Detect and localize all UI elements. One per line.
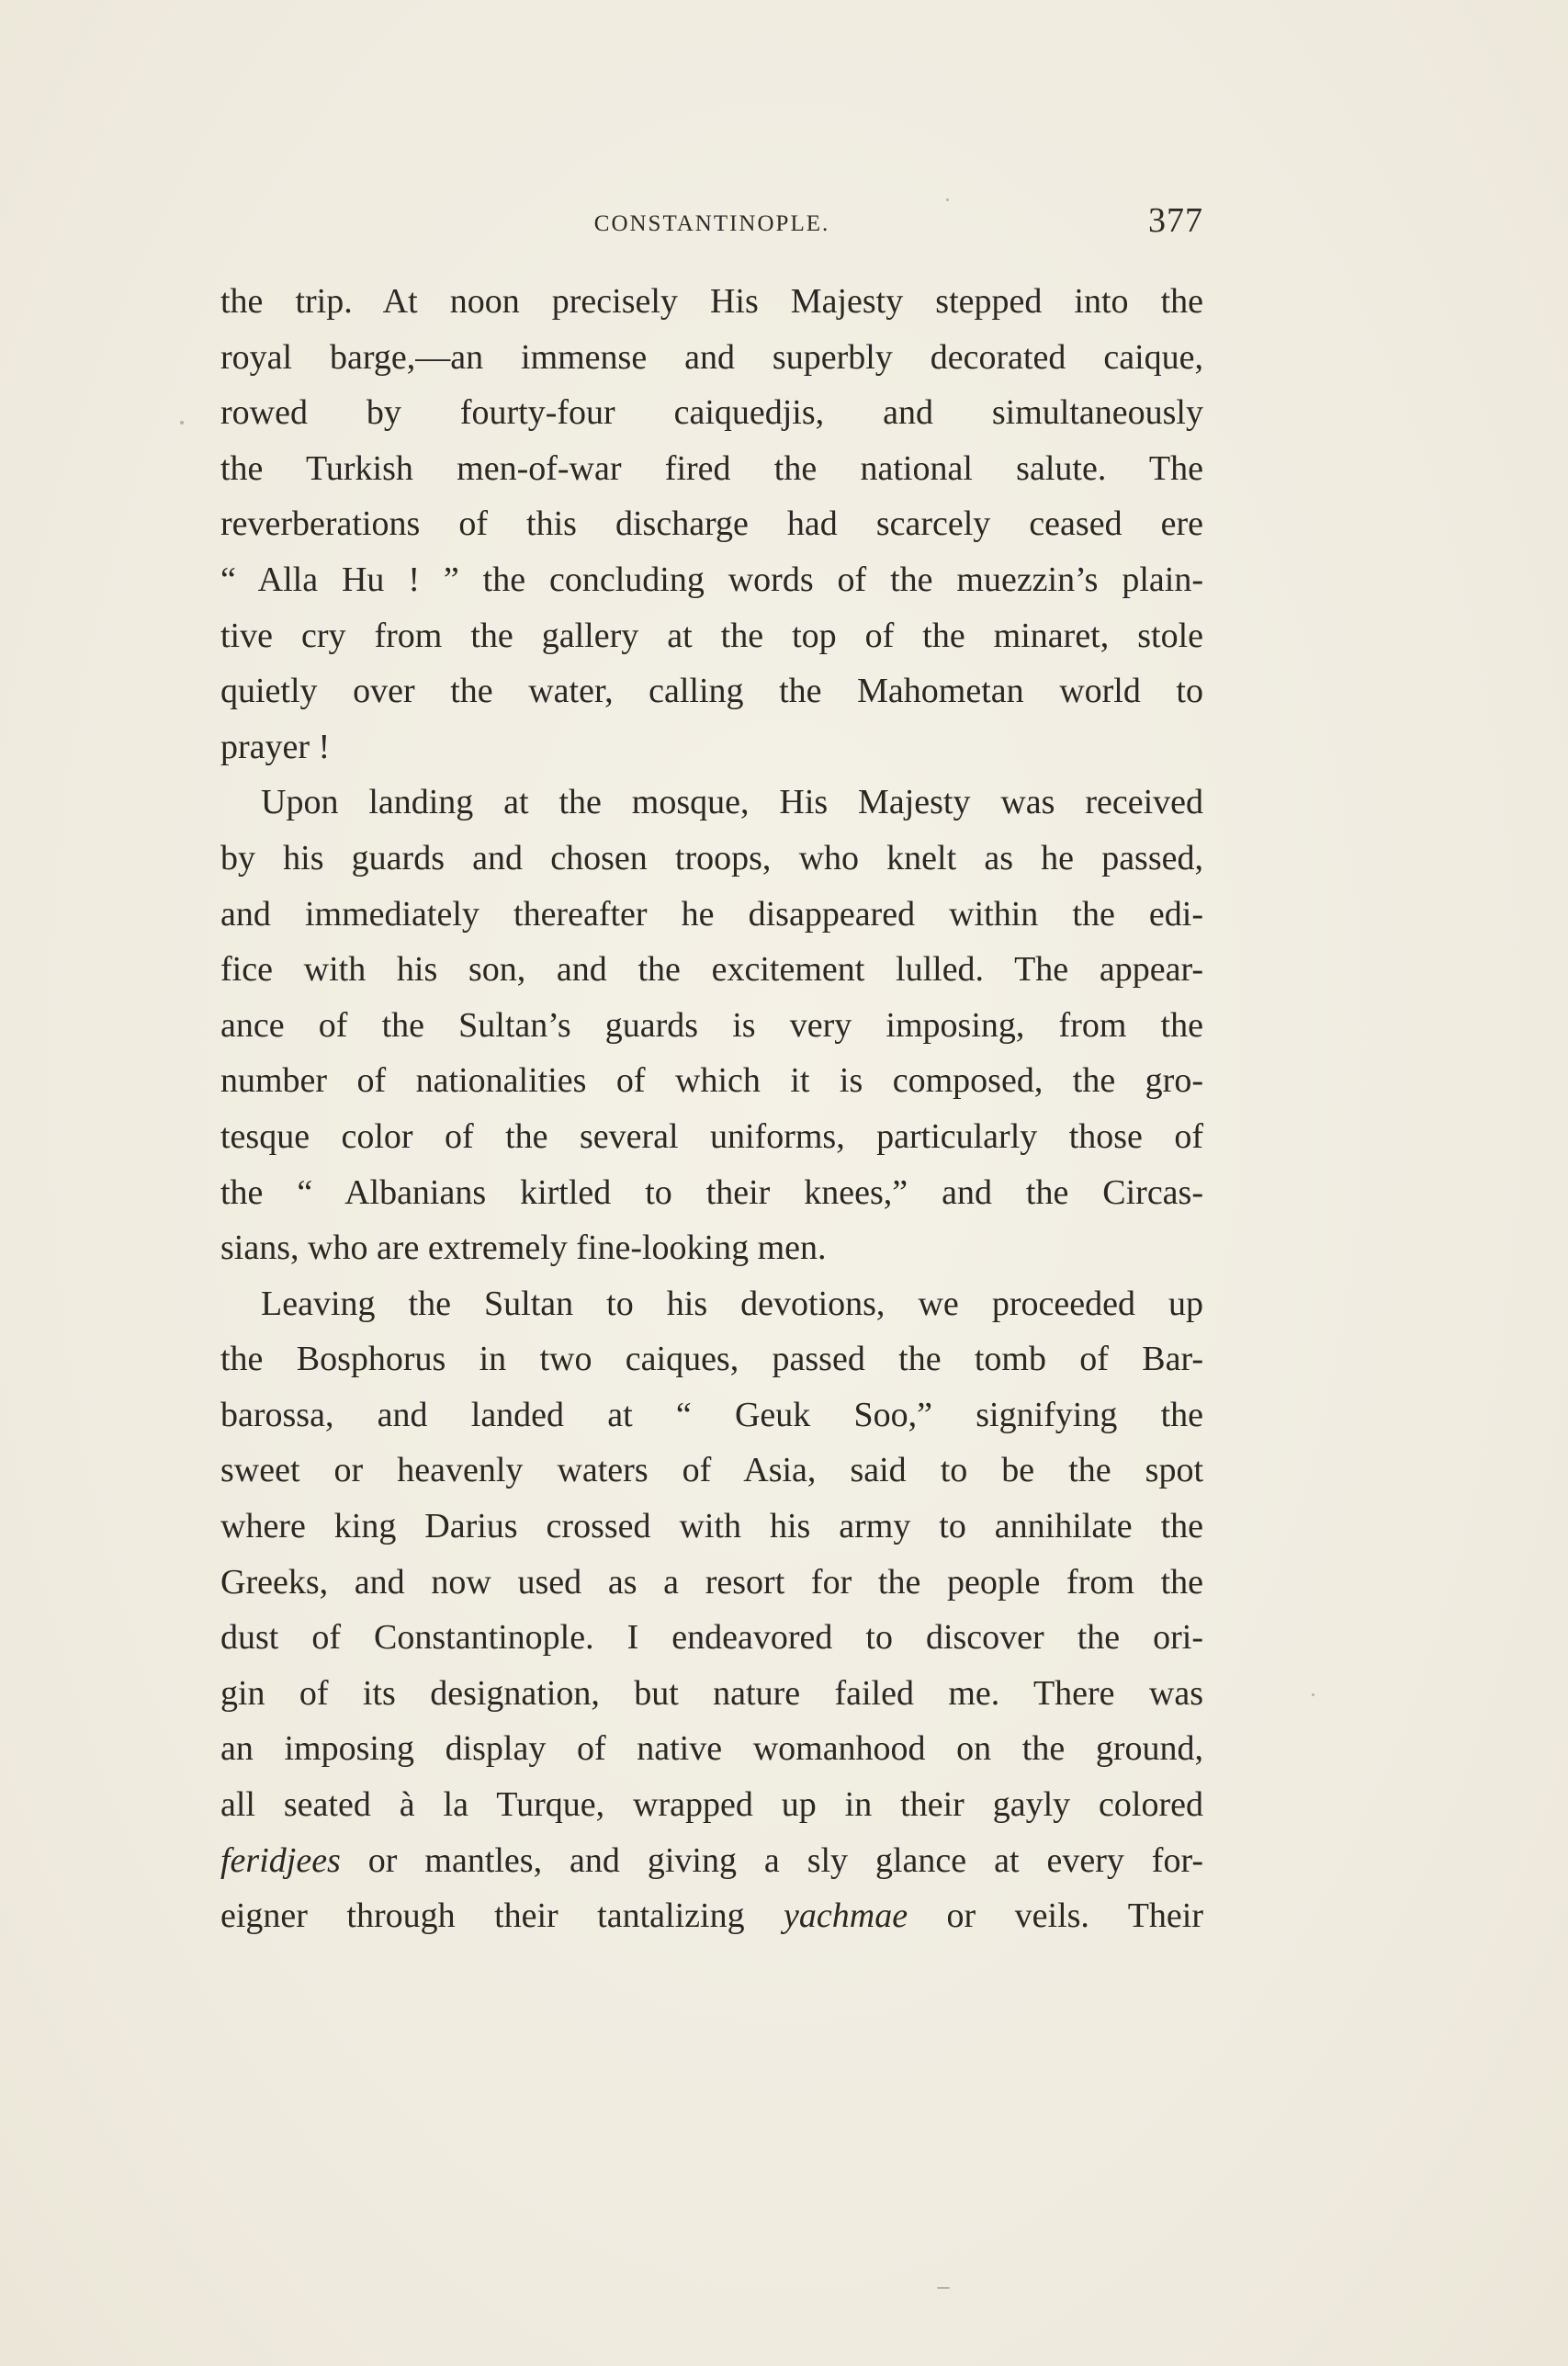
paragraph-2 — [220, 775, 1203, 1275]
running-header — [220, 200, 1203, 246]
text-line: royal barge,—an immense and superbly decorated caique, — [220, 337, 1203, 377]
paper-speck — [180, 421, 184, 425]
text-line: prayer ! — [220, 727, 331, 766]
text-line: the Bosphorus in two caiques, passed the tomb of Bar- — [220, 1340, 1203, 1379]
text-line: by his guards and chosen troops, who knelt as he passed, — [220, 838, 1203, 877]
text-line: number of nationalities of which it is composed, the gro- — [220, 1061, 1203, 1101]
text-line: Leaving the Sultan to his devotions, we proceeded up — [261, 1284, 1203, 1323]
italic-term: feridjees — [220, 1840, 341, 1880]
text-line: and immediately thereafter he disappeared within the edi- — [220, 894, 1203, 934]
text-line — [220, 1833, 1203, 1889]
text-line: the “ Albanians kirtled to their knees,” and the Circas- — [220, 1172, 1203, 1212]
text-span: eigner through their tantalizing — [220, 1896, 784, 1936]
text-line: the trip. At noon precisely His Majesty stepped into the — [220, 282, 1203, 321]
text-line: “ Alla Hu ! ” the concluding words of the muezzin’s plain- — [220, 560, 1203, 599]
paper-speck — [937, 2287, 950, 2289]
body-text — [220, 274, 1203, 1944]
text-line: reverberations of this discharge had scarcely ceased ere — [220, 504, 1203, 544]
text-span: or mantles, and giving a sly glance at every for- — [340, 1840, 1203, 1880]
text-line: sians, who are extremely fine-looking men. — [220, 1228, 827, 1268]
text-line: the Turkish men-of-war fired the national salute. The — [220, 448, 1203, 488]
page-number: 377 — [1148, 201, 1203, 240]
text-line: sweet or heavenly waters of Asia, said to be the spot — [220, 1451, 1203, 1490]
text-line: Upon landing at the mosque, His Majesty was received — [261, 783, 1203, 822]
text-line — [220, 1888, 1203, 1944]
text-line: Greeks, and now used as a resort for the people from the — [220, 1562, 1203, 1602]
text-line: rowed by fourty-four caiquedjis, and simultaneously — [220, 393, 1203, 433]
italic-term: yachmae — [784, 1896, 908, 1936]
text-line: ance of the Sultan’s guards is very imposing, from the — [220, 1005, 1203, 1045]
text-line: quietly over the water, calling the Mahometan world to — [220, 672, 1203, 711]
text-line: fice with his son, and the excitement lulled. The appear- — [220, 950, 1203, 990]
text-line: tive cry from the gallery at the top of the minaret, stole — [220, 616, 1203, 655]
text-line: gin of its designation, but nature failed me. There was — [220, 1673, 1203, 1713]
text-line: dust of Constantinople. I endeavored to discover the ori- — [220, 1618, 1203, 1658]
text-line: barossa, and landed at “ Geuk Soo,” signifying the — [220, 1395, 1203, 1434]
text-line: all seated à la Turque, wrapped up in their gayly colored — [220, 1785, 1203, 1825]
text-line: where king Darius crossed with his army to annihilate the — [220, 1507, 1203, 1546]
text-line: an imposing display of native womanhood on the ground, — [220, 1729, 1203, 1769]
text-span: or veils. Their — [908, 1896, 1203, 1936]
paragraph-1 — [220, 274, 1203, 775]
running-title: CONSTANTINOPLE. — [593, 211, 830, 236]
paper-speck — [1312, 1693, 1314, 1696]
paragraph-3 — [220, 1276, 1203, 1944]
text-line: tesque color of the several uniforms, particularly those of — [220, 1116, 1203, 1156]
paper-speck — [946, 198, 949, 201]
